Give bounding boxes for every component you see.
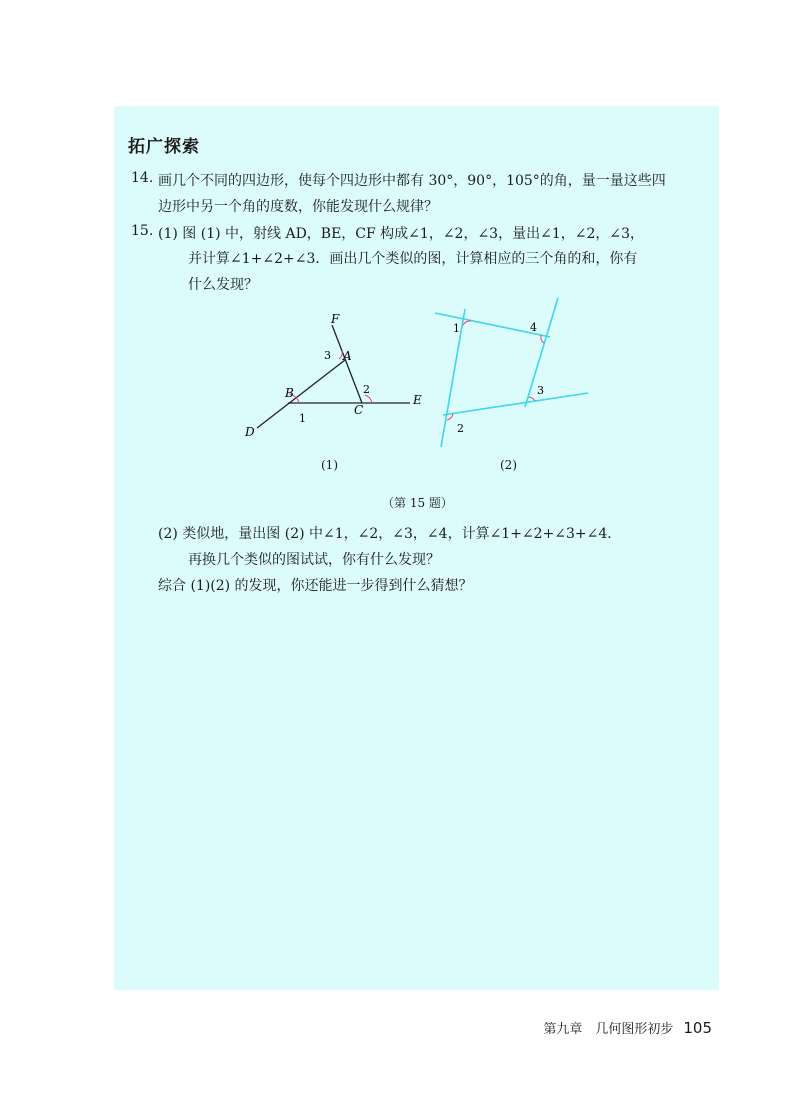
figure-1-label: (1) xyxy=(321,458,338,472)
angle-label-3-fig2: 3 xyxy=(537,384,544,397)
chapter-title: 第九章 几何图形初步 xyxy=(543,1022,674,1037)
point-label-f: F xyxy=(331,312,340,326)
question-15-number: 15. xyxy=(131,223,154,239)
question-14-line-2: 边形中另一个角的度数，你能发现什么规律？ xyxy=(158,199,438,215)
angle-label-2-fig2: 2 xyxy=(457,422,464,435)
question-15-part2-line-2: 再换几个类似的图试试，你有什么发现？ xyxy=(188,552,440,568)
figure-2-label: (2) xyxy=(500,458,517,472)
figure-2-quadrilateral xyxy=(425,295,605,455)
point-label-c: C xyxy=(354,403,364,417)
angle-3-arc xyxy=(339,351,342,359)
question-15-part1-line-3: 什么发现？ xyxy=(188,277,258,293)
question-15-part1-line-1: (1) 图 (1) 中，射线 AD，BE，CF 构成∠1，∠2，∠3，量出∠1，∠2，∠3， xyxy=(158,226,645,242)
angle-label-4-fig2: 4 xyxy=(530,321,537,334)
figure-caption: （第 15 题） xyxy=(382,496,453,510)
ray-cf xyxy=(332,325,362,403)
question-15-part2-line-1: (2) 类似地，量出图 (2) 中∠1，∠2，∠3，∠4，计算∠1+∠2+∠3+∠4． xyxy=(158,526,622,542)
question-14-number: 14. xyxy=(131,170,154,186)
question-15-part3-line-1: 综合 (1)(2) 的发现，你还能进一步得到什么猜想？ xyxy=(158,578,473,594)
angle-1-arc-fig2 xyxy=(463,321,471,325)
point-label-d: D xyxy=(245,425,255,439)
side-bottom xyxy=(443,393,588,415)
page-footer xyxy=(543,1018,712,1037)
section-title: 拓广探索 xyxy=(128,137,200,157)
question-14-line-1: 画几个不同的四边形，使每个四边形中都有 30°，90°，105°的角，量一量这些四 xyxy=(158,173,666,189)
angle-label-2: 2 xyxy=(363,383,370,396)
angle-3-arc-fig2 xyxy=(529,397,535,401)
angle-2-arc xyxy=(365,395,372,403)
question-15-part1-line-2: 并计算∠1+∠2+∠3．画出几个类似的图，计算相应的三个角的和，你有 xyxy=(188,251,638,267)
angle-label-1: 1 xyxy=(299,412,306,425)
angle-label-1-fig2: 1 xyxy=(453,322,460,335)
page-number: 105 xyxy=(683,1019,712,1037)
point-label-a: A xyxy=(343,349,352,363)
point-label-b: B xyxy=(285,386,294,400)
figure-1-triangle-rays xyxy=(235,305,435,455)
angle-label-3: 3 xyxy=(324,349,331,362)
point-label-e: E xyxy=(413,393,422,407)
